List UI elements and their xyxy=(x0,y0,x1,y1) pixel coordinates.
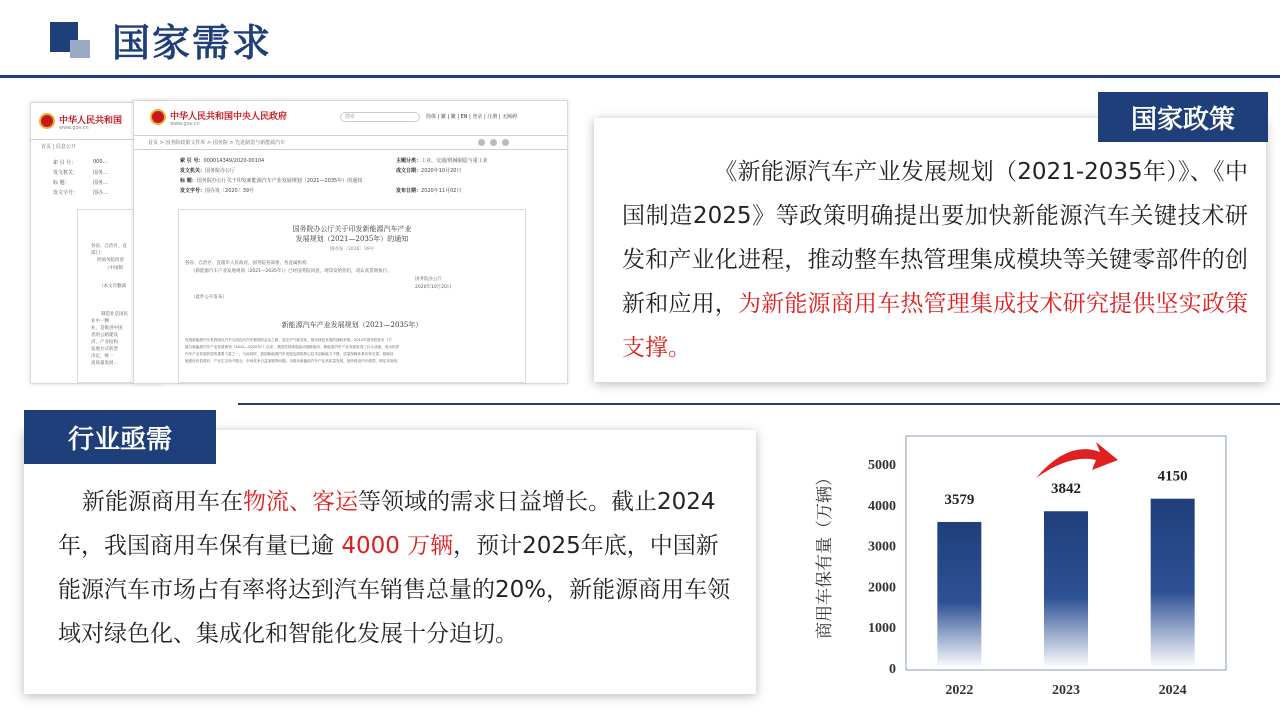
site-name: 中华人民共和国中央人民政府 xyxy=(170,112,288,122)
plan-body-line: 汽车产业发展转型的重要力量之一。与此同时，我国新能源汽车发展也面临核心技术创新能力不强、质量保障体系有待完善、基础设 xyxy=(185,352,394,356)
notice-sign-date: 2020年10月20日 xyxy=(415,285,452,290)
doc-text-line: 经国务院同意 xyxy=(97,258,124,263)
title-logo-icon xyxy=(50,22,92,58)
doc-text-line: 制造业是国民 xyxy=(101,312,128,317)
doc-text-line: 者的公路建设 xyxy=(91,333,118,338)
industry-text-segment: 新能源商用车在 xyxy=(82,489,243,515)
industry-text-highlight: 物流、客运 xyxy=(243,489,358,515)
meta-label: 发布日期： xyxy=(396,188,422,194)
site-url: www.gov.cn xyxy=(170,121,200,127)
notice-title-line-2: 发展规划（2021—2035年）的通知 xyxy=(295,235,409,243)
meta-value: 国办… xyxy=(93,190,109,196)
plan-body-line: 发展新能源汽车是我国从汽车大国迈向汽车强国的必由之路，是应对气候变化、推动绿色发展的战略举措。2012年国务院发布《节 xyxy=(185,338,392,342)
national-emblem-icon xyxy=(150,109,166,125)
doc-text-line: 高质量发展… xyxy=(91,361,118,366)
page-title: 国家需求 xyxy=(112,21,273,65)
notice-salutation: 各省、自治区、直辖市人民政府，国务院各部委、各直属机构： xyxy=(185,261,311,266)
bar xyxy=(937,522,981,668)
doc-search-input: 搜索 xyxy=(340,112,420,122)
notice-body: 《新能源汽车产业发展规划（2021—2035年）》已经国务院同意，现印发给你们，请认真贯彻执行。 xyxy=(191,269,392,274)
meta-label: 发文字号： xyxy=(180,188,206,194)
doc-text-line: 业中一颗 xyxy=(91,319,109,324)
meta-label: 成文日期： xyxy=(396,168,422,174)
site-name: 中华人民共和国 xyxy=(59,116,123,126)
meta-label: 标 题： xyxy=(180,178,197,184)
policy-text-normal: 《新能源汽车产业发展规划（2021-2035年）》、《中国制造2025》等政策明确提出要加快新能源汽车关键技术研发和产业化进程，推动整车热管理集成模块等关键零部件的创新和应用， xyxy=(622,159,1248,317)
meta-value: 2020年10月20日 xyxy=(421,168,462,174)
y-tick-label: 0 xyxy=(889,662,896,677)
meta-label: 发文字号： xyxy=(53,190,79,196)
meta-label: 主题分类： xyxy=(396,158,422,164)
meta-value: 国务… xyxy=(93,180,109,186)
industry-text-segment: ，预计2025年底，中国新能源汽车市场占有率将达到汽车销售总量的20%，新能源商用车领域对绿色化、集成化和智能化发展十分迫切。 xyxy=(58,533,731,647)
doc-text-line: 决定，统一 xyxy=(91,354,114,359)
x-tick-label: 2024 xyxy=(1158,683,1187,698)
y-axis-label: 商用车保有量（万辆） xyxy=(815,469,834,639)
title-divider xyxy=(0,75,1280,78)
policy-tag: 国家政策 xyxy=(1098,92,1268,142)
meta-value: 国办发〔2020〕39号 xyxy=(205,188,255,194)
bar-value-label: 4150 xyxy=(1157,468,1188,485)
industry-text-segment: 等领域的需求日益增长。截止2024年，我国商用车保有量已逾 xyxy=(58,489,716,559)
national-emblem-icon xyxy=(39,113,55,129)
meta-value: 2020年11月02日 xyxy=(421,188,462,194)
doc-breadcrumb: 首页 > 国务院政策文件库 > 国务院 > 先进制造与新能源汽车 xyxy=(148,140,286,146)
notice-number: 国办发〔2020〕39号 xyxy=(329,247,375,252)
doc-text-line: 各省、自治区、直 xyxy=(91,244,127,249)
doc-nav: 首页 | 信息公开 xyxy=(41,144,76,150)
x-tick-label: 2022 xyxy=(945,683,974,698)
policy-text xyxy=(622,150,1248,370)
plan-body-line: 能与新能源汽车产业发展规划（2012—2020年）》以来，我国坚持纯电驱动战略取向，新能源汽车产业发展取得了巨大成就，成为世界 xyxy=(185,345,400,349)
notice-disclaimer: （此件公开发布） xyxy=(191,295,227,300)
doc-text-line: 《中国制 xyxy=(105,266,123,271)
y-tick-label: 2000 xyxy=(868,580,896,596)
bar xyxy=(1044,511,1088,668)
doc-top-links: 简体 | 繁 | 繁 | EN | 登录 | 注册 | 无障碍 xyxy=(426,114,518,120)
meta-label: 发文机关： xyxy=(180,168,206,174)
y-tick-label: 5000 xyxy=(868,458,896,473)
industry-text-highlight: 4000 万辆 xyxy=(341,533,454,559)
industry-text xyxy=(58,480,734,656)
doc-text-line: 发展方式转型 xyxy=(91,347,118,352)
y-tick-label: 4000 xyxy=(868,498,896,514)
doc-text-line: 业，是推进中国 xyxy=(91,326,123,331)
meta-label: 索 引 号： xyxy=(53,160,77,166)
y-tick-label: 1000 xyxy=(868,621,896,637)
vehicle-ownership-bar-chart xyxy=(800,430,1240,706)
meta-value: 国务院办公厅 xyxy=(205,168,236,174)
doc-text-line: （本文有删减 xyxy=(99,284,126,289)
doc-text-line: 济，产业结构 xyxy=(91,340,118,345)
bar xyxy=(1151,499,1195,668)
meta-value: 000014349/2020-00104 xyxy=(203,158,265,164)
meta-value: 国务院办公厅关于印发新能源汽车产业发展规划（2021—2035年）的通知 xyxy=(196,178,363,184)
y-tick-label: 3000 xyxy=(868,539,896,555)
meta-label: 标 题： xyxy=(53,180,70,186)
policy-text-highlight: 为新能源商用车热管理集成技术研究提供坚实政策支撑。 xyxy=(622,291,1249,361)
meta-value: 000… xyxy=(93,159,108,165)
gov-document-screenshot-front xyxy=(133,100,568,384)
meta-value: 国务… xyxy=(93,170,109,176)
meta-label: 索 引 号： xyxy=(180,158,204,164)
meta-label: 发文机关： xyxy=(53,170,79,176)
notice-document-body xyxy=(178,209,526,383)
bar-value-label: 3579 xyxy=(944,491,975,508)
notice-signature: 国务院办公厅 xyxy=(415,277,442,282)
meta-value: 工业、交通/机械制造与重工业 xyxy=(421,158,488,164)
section-divider xyxy=(238,403,1280,405)
x-tick-label: 2023 xyxy=(1052,683,1080,698)
doc-text-line: 部门： xyxy=(91,251,105,256)
plan-title: 新能源汽车产业发展规划（2021—2035年） xyxy=(281,321,423,329)
notice-title-line-1: 国务院办公厅关于印发新能源汽车产业 xyxy=(292,225,412,233)
bar-value-label: 3842 xyxy=(1051,481,1081,498)
site-url: www.gov.cn xyxy=(59,125,89,131)
industry-tag: 行业亟需 xyxy=(24,410,216,464)
plan-body-line: 施建设仍显滞后、产业生态尚不健全、市场竞争日益加剧等问题。为推动新能源汽车产业高质量发展，加快建设汽车强国，制定本规划。 xyxy=(185,359,401,363)
